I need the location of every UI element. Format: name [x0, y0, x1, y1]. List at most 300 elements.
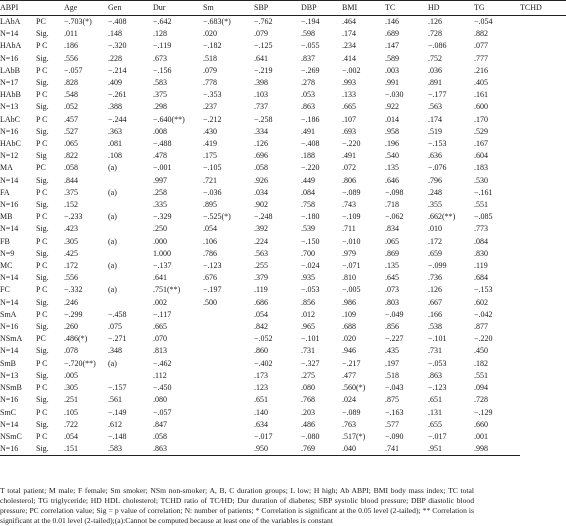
table-cell: .450: [474, 346, 488, 356]
table-cell: .686: [254, 297, 268, 307]
table-cell: [108, 223, 153, 235]
table-cell: −.099: [428, 261, 447, 271]
table-cell: P C: [36, 139, 48, 149]
table-cell: .612: [108, 419, 122, 429]
table-cell: .478: [153, 151, 167, 161]
table-cell: .126: [428, 285, 442, 295]
table-cell: .435: [385, 346, 399, 356]
table-cell: .891: [428, 78, 442, 88]
table-cell: −.030: [385, 90, 404, 100]
table-row: [0, 333, 566, 345]
table-cell: −.157: [108, 383, 127, 393]
table-cell: .950: [254, 443, 301, 456]
table-cell: .979: [342, 248, 356, 258]
table-cell: .398: [254, 78, 268, 88]
table-cell: .602: [474, 297, 488, 307]
table-cell: .237: [203, 102, 217, 112]
table-cell: N=9: [0, 248, 15, 258]
table-cell: .778: [203, 78, 217, 88]
table-row: [0, 260, 566, 272]
table-row: [0, 223, 566, 235]
table-cell: −.212: [203, 114, 222, 124]
table-cell: .965: [301, 322, 315, 332]
table-cell: .589: [385, 53, 399, 63]
table-cell: Sig.: [36, 370, 49, 380]
table-cell: (a): [108, 236, 117, 246]
table-row: [0, 358, 566, 370]
table-cell: −.129: [474, 407, 493, 417]
table-cell: .768: [301, 395, 315, 405]
table-cell: .655: [428, 419, 442, 429]
table-cell: [108, 175, 153, 187]
column-header: TCHD: [520, 1, 566, 16]
table-cell: (a): [108, 285, 117, 295]
table-cell: −.076: [428, 163, 447, 173]
table-cell: .392: [254, 224, 268, 234]
table-cell: .414: [342, 53, 356, 63]
table-cell: .034: [254, 187, 268, 197]
table-cell: .108: [108, 151, 122, 161]
table-cell: P C: [36, 431, 48, 441]
table-cell: .251: [64, 395, 78, 405]
table-cell: .773: [474, 224, 488, 234]
table-cell: .147: [385, 41, 399, 51]
table-cell: .700: [301, 248, 315, 258]
table-cell: .752: [428, 53, 442, 63]
table-cell: .355: [428, 200, 442, 210]
table-cell: .986: [342, 297, 356, 307]
table-cell: .334: [254, 126, 268, 136]
table-cell: .731: [301, 346, 315, 356]
table-cell: .689: [385, 29, 399, 39]
table-cell: [108, 199, 153, 211]
table-cell: .769: [301, 443, 342, 456]
table-cell: N=12: [0, 151, 19, 161]
table-cell: .877: [474, 322, 488, 332]
table-row: [0, 407, 566, 419]
table-row: [0, 53, 566, 65]
table-cell: .600: [474, 102, 488, 112]
table-cell: FA: [0, 187, 10, 197]
table-cell: .224: [254, 236, 268, 246]
table-cell: .538: [428, 322, 442, 332]
table-cell: .054: [254, 309, 268, 319]
table-cell: .430: [203, 126, 217, 136]
table-cell: .216: [474, 65, 488, 75]
table-cell: .540: [385, 151, 399, 161]
table-cell: .449: [301, 175, 315, 185]
table-cell: −.036: [203, 187, 222, 197]
table-cell: Sig: [36, 151, 47, 161]
table-cell: .112: [153, 370, 167, 380]
table-cell: [203, 382, 254, 394]
table-cell: .563: [428, 102, 442, 112]
table-cell: N=17: [0, 78, 19, 88]
table-cell: −.005: [342, 285, 361, 295]
table-cell: (a): [108, 261, 117, 271]
table-row: [0, 114, 566, 126]
table-cell: −.149: [108, 407, 127, 417]
table-cell: Sig.: [36, 200, 49, 210]
table-cell: .951: [428, 443, 474, 456]
table-cell: .684: [474, 273, 488, 283]
table-row: [0, 150, 566, 162]
table-cell: .665: [342, 102, 356, 112]
table-cell: .673: [153, 53, 167, 63]
table-cell: .718: [385, 200, 399, 210]
table-cell: .002: [153, 297, 167, 307]
table-cell: .660: [474, 419, 488, 429]
table-cell: −.329: [153, 212, 172, 222]
table-cell: N=14: [0, 29, 19, 39]
table-cell: .024: [342, 395, 356, 405]
table-cell: NSmB: [0, 383, 22, 393]
table-cell: NSmC: [0, 431, 22, 441]
table-cell: .922: [385, 102, 399, 112]
table-cell: −.720(**): [64, 358, 96, 368]
table-cell: [203, 345, 254, 357]
table-cell: .054: [64, 431, 78, 441]
table-cell: .895: [203, 200, 217, 210]
table-cell: .518: [385, 370, 399, 380]
table-cell: −.089: [342, 187, 361, 197]
table-cell: −.085: [474, 212, 493, 222]
table-cell: .170: [474, 114, 488, 124]
table-cell: (a): [108, 187, 117, 197]
table-cell: −.462: [153, 358, 172, 368]
table-cell: .551: [474, 370, 488, 380]
table-cell: [203, 443, 254, 456]
table-cell: −.057: [153, 407, 172, 417]
table-cell: Sig.: [36, 224, 49, 234]
table-cell: Sig.: [36, 175, 49, 185]
table-cell: .583: [108, 443, 153, 456]
table-cell: P C: [36, 407, 48, 417]
table-cell: .228: [108, 53, 122, 63]
table-cell: −.248: [254, 212, 273, 222]
table-cell: .128: [153, 29, 167, 39]
table-cell: .641: [153, 273, 167, 283]
table-cell: −.086: [428, 41, 447, 51]
table-cell: .486(*): [64, 334, 88, 344]
table-cell: [203, 333, 254, 345]
table-cell: .561: [108, 395, 122, 405]
table-cell: .058: [153, 431, 167, 441]
table-cell: −.269: [301, 65, 320, 75]
table-cell: .651: [428, 395, 442, 405]
table-cell: .079: [203, 65, 217, 75]
table-cell: .174: [428, 114, 442, 124]
table-cell: Sig.: [36, 346, 49, 356]
table-cell: −.090: [385, 431, 404, 441]
table-cell: N=13: [0, 102, 19, 112]
table-cell: −.043: [385, 383, 404, 393]
table-cell: .405: [474, 78, 488, 88]
table-cell: .604: [474, 151, 488, 161]
table-cell: .634: [254, 419, 268, 429]
table-cell: Sig.: [36, 53, 49, 63]
table-cell: .084: [474, 236, 488, 246]
table-row: [0, 248, 566, 260]
table-cell: −.402: [254, 358, 273, 368]
table-row: [0, 138, 566, 150]
table-cell: N=16: [0, 200, 19, 210]
table-cell: .993: [342, 78, 356, 88]
table-cell: (a): [108, 163, 117, 173]
table-cell: −.055: [301, 41, 320, 51]
table-cell: HAbA: [0, 41, 22, 51]
table-cell: .167: [474, 139, 488, 149]
table-cell: −.683(*): [203, 17, 231, 26]
table-cell: .875: [385, 395, 399, 405]
table-cell: .172: [64, 261, 78, 271]
table-cell: .188: [301, 151, 315, 161]
table-cell: .080: [301, 383, 315, 393]
table-cell: .822: [64, 151, 78, 161]
table-cell: SmA: [0, 309, 17, 319]
table-cell: .005: [64, 370, 78, 380]
table-cell: .457: [64, 114, 78, 124]
table-cell: .548: [64, 90, 78, 100]
table-cell: LAbC: [0, 114, 20, 124]
table-cell: .560(*): [342, 383, 366, 393]
column-header: [36, 1, 64, 16]
table-cell: .175: [203, 151, 217, 161]
table-cell: −.117: [153, 309, 172, 319]
table-row: [0, 236, 566, 248]
table-cell: −.080: [301, 431, 320, 441]
table-cell: .248: [428, 187, 442, 197]
table-cell: P C: [36, 309, 48, 319]
table-cell: Sig.: [36, 248, 49, 258]
column-header: Sm: [203, 1, 254, 16]
table-cell: .052: [64, 102, 78, 112]
table-cell: .519: [428, 126, 442, 136]
table-cell: .935: [301, 273, 315, 283]
table-cell: .126: [428, 17, 442, 26]
table-cell: [203, 358, 254, 370]
table-cell: .246: [64, 297, 78, 307]
column-header: SBP: [254, 1, 301, 16]
table-cell: −.125: [254, 41, 273, 51]
table-cell: P C: [36, 114, 48, 124]
table-cell: −.450: [153, 383, 172, 393]
table-cell: .135: [385, 261, 399, 271]
table-cell: .556: [64, 53, 78, 63]
table-cell: .863: [428, 370, 442, 380]
table-cell: .731: [428, 346, 442, 356]
table-cell: −.217: [342, 358, 361, 368]
table-cell: .527: [64, 126, 78, 136]
table-cell: [203, 309, 254, 321]
table-cell: N=16: [0, 322, 19, 332]
table-cell: .539: [301, 224, 315, 234]
table-cell: .409: [108, 78, 122, 88]
table-cell: .186: [64, 41, 78, 51]
table-cell: .641: [254, 53, 268, 63]
table-cell: .577: [385, 419, 399, 429]
table-cell: .736: [428, 273, 442, 283]
table-cell: −.271: [108, 334, 127, 344]
table-cell: .255: [254, 261, 268, 271]
table-body: [0, 16, 566, 456]
table-cell: .645: [385, 273, 399, 283]
table-cell: N=14: [0, 346, 19, 356]
table-cell: .174: [342, 29, 356, 39]
table-cell: .148: [108, 29, 122, 39]
table-cell: −.017: [254, 431, 273, 441]
table-cell: PC: [36, 163, 46, 173]
table-cell: .856: [301, 297, 315, 307]
column-header: Gen: [108, 1, 153, 16]
table-cell: −.408: [301, 139, 320, 149]
table-cell: .743: [342, 200, 356, 210]
table-cell: −.053: [428, 358, 447, 368]
table-cell: −.703(*): [64, 17, 92, 26]
table-cell: .847: [153, 419, 167, 429]
table-cell: .014: [385, 114, 399, 124]
table-cell: .425: [64, 248, 78, 258]
table-cell: −.332: [64, 285, 83, 295]
table-cell: −.153: [428, 139, 447, 149]
table-cell: .131: [428, 407, 442, 417]
table-cell: N=16: [0, 126, 19, 136]
table-cell: FC: [0, 285, 10, 295]
table-cell: −.353: [203, 90, 222, 100]
table-cell: .551: [474, 200, 488, 210]
table-cell: .152: [64, 200, 78, 210]
table-cell: −.123: [203, 261, 222, 271]
table-cell: .806: [342, 175, 356, 185]
table-cell: P C: [36, 187, 48, 197]
table-cell: LAbA: [0, 17, 21, 26]
table-cell: −.642: [153, 17, 172, 26]
table-cell: −.148: [108, 431, 127, 441]
table-row: [0, 175, 566, 187]
table-row: [0, 162, 566, 174]
table-cell: .379: [254, 273, 268, 283]
table-row: [0, 16, 566, 29]
table-cell: .810: [342, 273, 356, 283]
table-cell: −.458: [108, 309, 127, 319]
table-cell: MA: [0, 163, 13, 173]
table-cell: .375: [153, 90, 167, 100]
table-cell: −.098: [385, 187, 404, 197]
table-cell: N=16: [0, 53, 19, 63]
table-cell: .258: [153, 187, 167, 197]
table-cell: .001: [474, 431, 488, 441]
table-cell: .058: [64, 163, 78, 173]
table-cell: .517(*): [342, 431, 366, 441]
table-cell: .491: [301, 126, 315, 136]
table-cell: Sig.: [36, 273, 49, 283]
table-cell: PC: [36, 17, 46, 26]
table-cell: .796: [428, 175, 442, 185]
table-cell: .003: [385, 65, 399, 75]
table-cell: N=13: [0, 370, 19, 380]
table-cell: −.488: [153, 139, 172, 149]
table-cell: PC: [36, 334, 46, 344]
table-cell: −.049: [385, 309, 404, 319]
table-row: [0, 443, 566, 456]
table-cell: .946: [342, 346, 356, 356]
table-cell: .146: [385, 17, 399, 26]
table-footnote: T total patient; M male; F female; Sm smoker; NSm non-smoker; A, B, C duration groups; L low; H high; Ab ABPI; BMI body mass index; TC total cholesterol; TG triglyceride; HD HDL cholesterol; TCHD ratio of TC/HD; Dur duration of diabetes; SBP systolic blood pressure; DBP diastolic blood pressure; PC correlation value; Sig = p value of correlation; N: number of patients; * Correlation is significant at the 0.05 level (2-tailed); ** Correlation is significant at the 0.01 level (2-tailed);(a):Cannot be computed because at least one of the variables is constant: [0, 486, 474, 525]
table-cell: .722: [64, 419, 78, 429]
table-cell: .020: [203, 29, 217, 39]
table-cell: .084: [301, 187, 315, 197]
table-row: [0, 297, 566, 309]
table-cell: .077: [474, 41, 488, 51]
table-row: [0, 284, 566, 296]
table-cell: .058: [254, 163, 268, 173]
table-cell: HAbC: [0, 139, 21, 149]
table-cell: −.320: [108, 41, 127, 51]
table-cell: .363: [108, 126, 122, 136]
table-cell: Sig.: [36, 443, 64, 456]
table-cell: N=14: [0, 419, 19, 429]
table-cell: Sig.: [36, 126, 49, 136]
table-cell: −.327: [301, 358, 320, 368]
table-cell: .813: [153, 346, 167, 356]
table-row: [0, 321, 566, 333]
table-cell: .197: [385, 358, 399, 368]
table-cell: Sig.: [36, 102, 49, 112]
table-cell: .696: [254, 151, 268, 161]
table-cell: −.109: [342, 212, 361, 222]
table-cell: .721: [203, 175, 217, 185]
table-cell: .563: [254, 248, 268, 258]
table-row: [0, 211, 566, 223]
table-cell: .196: [385, 139, 399, 149]
table-cell: −.163: [385, 407, 404, 417]
table-cell: .728: [474, 395, 488, 405]
column-header: TG: [474, 1, 520, 16]
table-row: [0, 28, 566, 40]
table-cell: .646: [385, 175, 399, 185]
table-cell: −.053: [301, 285, 320, 295]
table-cell: [203, 407, 254, 419]
column-header: BMI: [342, 1, 385, 16]
table-cell: −.408: [108, 17, 127, 26]
table-cell: .106: [203, 236, 217, 246]
table-cell: −.299: [64, 309, 83, 319]
table-cell: .598: [301, 29, 315, 39]
table-cell: −.177: [428, 90, 447, 100]
table-cell: MB: [0, 212, 13, 222]
table-cell: (a): [108, 212, 117, 222]
table-cell: P C: [36, 236, 48, 246]
column-header: TC: [385, 1, 428, 16]
table-cell: FB: [0, 236, 10, 246]
table-cell: .166: [428, 309, 442, 319]
table-cell: .665: [153, 322, 167, 332]
table-cell: .856: [385, 322, 399, 332]
table-cell: HAbB: [0, 90, 21, 100]
table-cell: [108, 272, 153, 284]
table-cell: −.105: [203, 163, 222, 173]
column-header: ABPI: [0, 1, 36, 16]
table-cell: .491: [342, 151, 356, 161]
table-cell: −.525(*): [203, 212, 231, 222]
table-cell: −.101: [301, 334, 320, 344]
table-row: [0, 89, 566, 101]
table-cell: .758: [301, 200, 315, 210]
table-cell: .260: [64, 322, 78, 332]
table-cell: −.186: [301, 114, 320, 124]
table-cell: N=16: [0, 395, 19, 405]
table-cell: .036: [428, 65, 442, 75]
